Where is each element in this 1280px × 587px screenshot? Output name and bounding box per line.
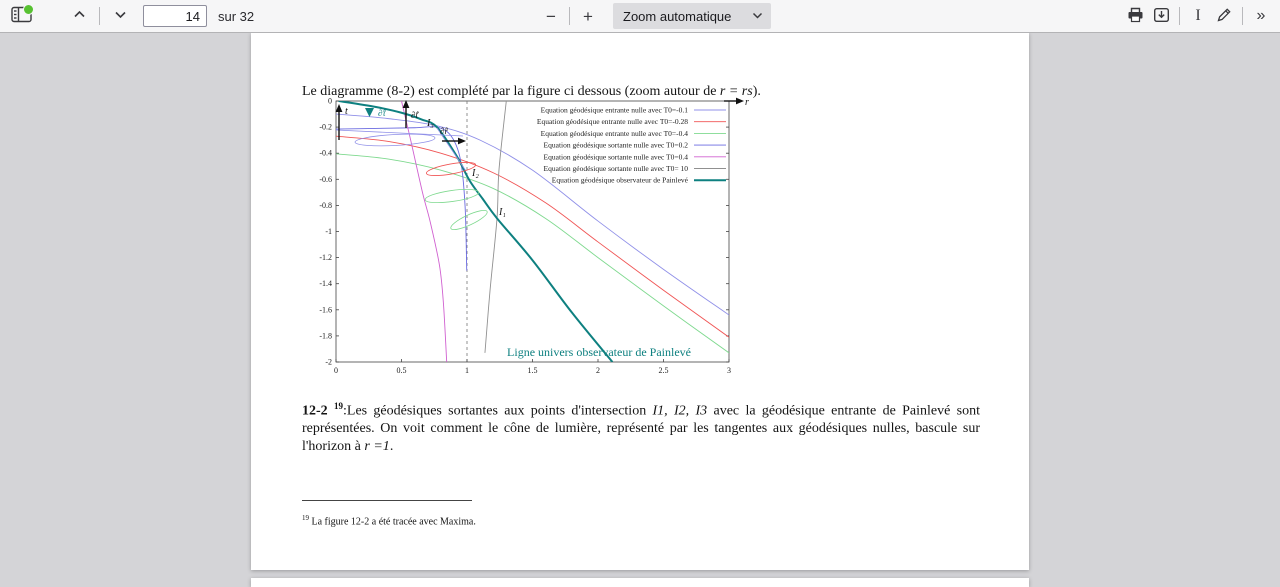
svg-text:1.5: 1.5 <box>527 366 538 375</box>
text-selection-tool-button[interactable]: I <box>1185 3 1211 29</box>
svg-text:1: 1 <box>465 366 469 375</box>
zoom-level-value: Zoom automatique <box>623 8 732 24</box>
svg-text:Equation géodésique sortante n: Equation géodésique sortante nulle avec T0=0.4 <box>543 152 688 162</box>
chevron-down-icon <box>752 9 763 24</box>
toolbar-separator <box>569 7 570 25</box>
pdf-toolbar <box>0 0 1280 33</box>
zoom-out-button[interactable]: − <box>538 3 564 29</box>
svg-text:0: 0 <box>334 366 338 375</box>
svg-text:-1.4: -1.4 <box>319 279 332 289</box>
previous-page-button[interactable] <box>66 3 92 29</box>
pdf-page-14 <box>251 33 1029 570</box>
svg-text:-0.2: -0.2 <box>319 122 332 132</box>
svg-text:-0.8: -0.8 <box>319 200 332 210</box>
svg-text:∂̂t: ∂̂t <box>411 110 418 120</box>
svg-text:t: t <box>345 106 348 117</box>
svg-text:-2: -2 <box>325 357 332 367</box>
page-count-label: sur 32 <box>218 8 255 24</box>
svg-text:Equation géodésique entrante n: Equation géodésique entrante nulle avec T0=-0.28 <box>536 117 688 127</box>
chevron-down-icon <box>114 8 127 24</box>
svg-text:0: 0 <box>328 96 332 106</box>
toolbar-separator <box>1179 7 1180 25</box>
sidebar-toggle-button[interactable] <box>8 3 34 29</box>
svg-text:∂̂τ: ∂̂τ <box>378 108 386 118</box>
svg-text:I₂: I₂ <box>472 168 479 179</box>
footnote: $^{19}$ La figure 12-2 a été tracée avec Maxima. <box>302 514 476 528</box>
svg-text:0.5: 0.5 <box>396 366 407 375</box>
svg-text:Equation géodésique observateu: Equation géodésique observateur de Painlevé <box>551 175 688 185</box>
intro-paragraph: Le diagramme (8-2) est complété par la figure ci dessous (zoom autour de r = rs). <box>302 84 761 99</box>
notification-dot-icon <box>23 4 34 15</box>
svg-text:Equation géodésique sortante n: Equation géodésique sortante nulle avec T0= 10 <box>543 164 688 173</box>
printer-icon <box>1127 7 1144 26</box>
more-tools-button[interactable]: » <box>1248 3 1274 29</box>
svg-text:-1.8: -1.8 <box>319 331 332 341</box>
svg-text:2.5: 2.5 <box>658 366 669 375</box>
toolbar-separator <box>99 7 100 25</box>
svg-text:r: r <box>745 97 749 108</box>
figure-caption: 12-2 $^{19}$:Les géodésiques sortantes aux points d'intersection I1, I2, I3 avec la géodésique entrante de Painlevé sont représentées. On voit comment le cône de lumière, représenté par les tangentes aux géodésiques nulles, bascule sur l'horizon à r =1. <box>302 401 980 454</box>
chevron-up-icon <box>73 8 86 24</box>
svg-text:Equation géodésique sortante n: Equation géodésique sortante nulle avec T0=0.2 <box>543 140 688 150</box>
svg-text:Equation géodésique entrante n: Equation géodésique entrante nulle avec T0=-0.4 <box>540 128 688 138</box>
svg-text:-0.6: -0.6 <box>319 174 332 184</box>
svg-text:∂̂r: ∂̂r <box>440 126 448 136</box>
download-icon <box>1153 7 1170 26</box>
svg-text:-1: -1 <box>325 227 332 236</box>
svg-text:2: 2 <box>596 366 600 375</box>
svg-text:3: 3 <box>727 366 731 375</box>
draw-tool-button[interactable] <box>1211 3 1237 29</box>
toolbar-separator <box>1242 7 1243 25</box>
download-button[interactable] <box>1148 3 1174 29</box>
zoom-level-select[interactable] <box>613 3 771 29</box>
pdf-page-15-edge <box>251 578 1029 587</box>
pencil-icon <box>1216 7 1233 26</box>
svg-text:-0.4: -0.4 <box>319 148 332 158</box>
svg-text:I₃: I₃ <box>427 118 434 129</box>
page-number-input[interactable] <box>143 5 207 27</box>
figure-12-2-plot <box>300 93 770 385</box>
next-page-button[interactable] <box>107 3 133 29</box>
svg-text:-1.6: -1.6 <box>319 305 332 315</box>
svg-text:Equation géodésique entrante n: Equation géodésique entrante nulle avec T0=-0.1 <box>540 105 688 115</box>
print-button[interactable] <box>1122 3 1148 29</box>
zoom-in-button[interactable]: + <box>575 3 601 29</box>
svg-text:Ligne univers observateur de P: Ligne univers observateur de Painlevé <box>507 345 691 359</box>
svg-text:-1.2: -1.2 <box>319 253 332 263</box>
svg-text:I₁: I₁ <box>499 207 506 218</box>
footnote-separator <box>302 500 472 501</box>
